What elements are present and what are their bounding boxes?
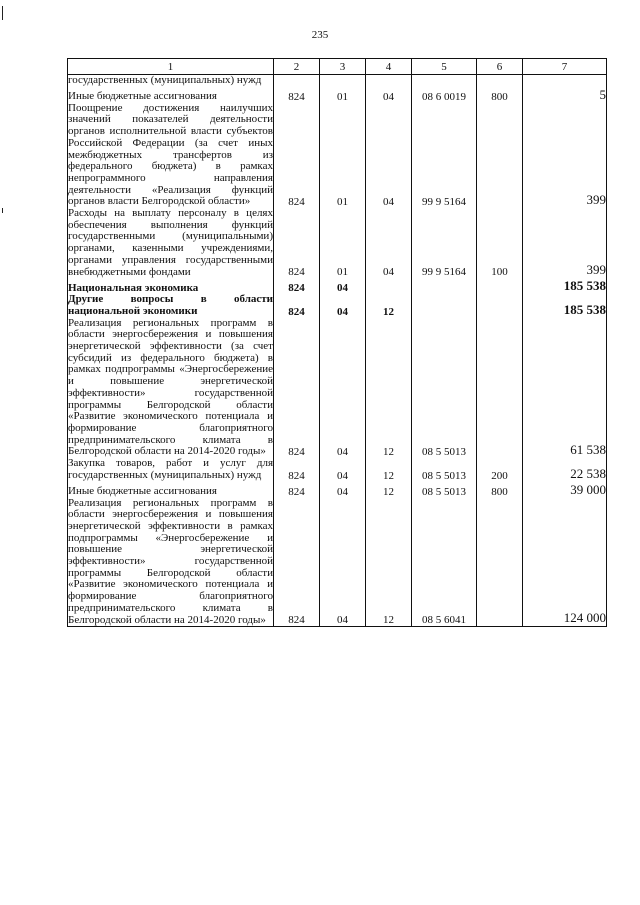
header-row	[68, 59, 607, 75]
cell-subsection-code: 04	[366, 103, 412, 208]
row-description: Расходы на выплату персоналу в целях обеспечения выполнения функций государственными (муниципальными) органами, казенными учреждениями, органами управления государственными внебюджетными фондами	[68, 207, 273, 278]
table-row	[68, 458, 607, 481]
column-header: 1	[68, 59, 274, 75]
page-number: 235	[311, 29, 329, 41]
row-description: Реализация региональных программ в области энергосбережения и повышения энергетической эффективности в рамках подпрограммы «Энергосбережение и повышение энергетической эффективности» государственной программы Белгородской области «Развитие экономического потенциала и формирование благоприятного предпринимательского климата в Белгородской области на 2014-2020 годы»	[68, 496, 273, 626]
table-row	[68, 498, 607, 627]
cell-amount: 39 000	[523, 482, 607, 498]
column-header: 7	[523, 59, 607, 75]
row-description: Иные бюджетные ассигнования	[68, 87, 274, 103]
page-edge-tick	[2, 208, 3, 213]
cell-section-code: 01	[320, 103, 366, 208]
row-description: Иные бюджетные ассигнования	[68, 482, 274, 498]
cell-target-article: 08 6 0019	[412, 87, 477, 103]
cell-section-code: 04	[320, 294, 366, 317]
cell-ministry-code: 824	[274, 294, 320, 317]
cell-expense-type	[477, 75, 523, 87]
row-description: государственных (муниципальных) нужд	[68, 75, 274, 87]
cell-amount: 185 538	[523, 278, 607, 294]
cell-target-article: 08 5 5013	[412, 318, 477, 458]
cell-ministry-code: 824	[274, 458, 320, 481]
cell-section-code: 04	[320, 482, 366, 498]
cell-amount: 61 538	[523, 318, 607, 458]
cell-section-code: 01	[320, 87, 366, 103]
cell-subsection-code: 12	[366, 294, 412, 317]
budget-table	[67, 58, 607, 627]
cell-amount: 5	[523, 87, 607, 103]
cell-section-code	[320, 75, 366, 87]
table-row	[68, 482, 607, 498]
column-header: 2	[274, 59, 320, 75]
cell-target-article	[412, 294, 477, 317]
cell-subsection-code: 04	[366, 208, 412, 278]
cell-expense-type: 100	[477, 208, 523, 278]
cell-amount: 124 000	[523, 498, 607, 627]
cell-target-article	[412, 75, 477, 87]
column-header: 3	[320, 59, 366, 75]
cell-target-article	[412, 278, 477, 294]
cell-subsection-code	[366, 278, 412, 294]
cell-subsection-code: 12	[366, 458, 412, 481]
cell-expense-type: 200	[477, 458, 523, 481]
cell-subsection-code: 12	[366, 318, 412, 458]
cell-target-article: 99 9 5164	[412, 103, 477, 208]
table-row	[68, 294, 607, 317]
cell-section-code: 04	[320, 498, 366, 627]
cell-expense-type	[477, 103, 523, 208]
row-description: Поощрение достижения наилучших значений показателей деятельности органов исполнительной власти субъектов Российской Федерации (за счет иных межбюджетных трансфертов из федерального бюджета) в рамках непрограммного направления деятельности «Реализация функций органов власти Белгородской области»	[68, 101, 273, 208]
cell-expense-type	[477, 318, 523, 458]
column-header: 4	[366, 59, 412, 75]
cell-expense-type	[477, 278, 523, 294]
page-edge-mark	[2, 6, 3, 20]
cell-subsection-code: 04	[366, 87, 412, 103]
cell-target-article: 08 5 5013	[412, 458, 477, 481]
cell-amount: 185 538	[523, 294, 607, 317]
cell-ministry-code: 824	[274, 482, 320, 498]
cell-subsection-code	[366, 75, 412, 87]
cell-target-article: 08 5 5013	[412, 482, 477, 498]
cell-ministry-code: 824	[274, 87, 320, 103]
cell-expense-type	[477, 294, 523, 317]
cell-section-code: 04	[320, 278, 366, 294]
table-row	[68, 75, 607, 87]
cell-amount	[523, 75, 607, 87]
row-description: Национальная экономика	[68, 278, 274, 294]
cell-ministry-code: 824	[274, 278, 320, 294]
cell-expense-type: 800	[477, 87, 523, 103]
cell-section-code: 01	[320, 208, 366, 278]
table-row	[68, 278, 607, 294]
cell-ministry-code: 824	[274, 103, 320, 208]
row-description: Закупка товаров, работ и услуг для государственных (муниципальных) нужд	[68, 457, 273, 481]
cell-ministry-code: 824	[274, 208, 320, 278]
cell-subsection-code: 12	[366, 482, 412, 498]
table-row	[68, 208, 607, 278]
cell-expense-type: 800	[477, 482, 523, 498]
column-header: 6	[477, 59, 523, 75]
cell-amount: 22 538	[523, 458, 607, 481]
table-body	[68, 75, 607, 627]
cell-expense-type	[477, 498, 523, 627]
cell-amount: 399	[523, 103, 607, 208]
row-description: Реализация региональных программ в области энергосбережения и повышения энергетической эффективности (за счет субсидий из федерального бюджета) в рамках подпрограммы «Энергосбережение и повышение энергетической эффективности» государственной программы Белгородской области «Развитие экономического потенциала и формирование благоприятного предпринимательского климата в Белгородской области на 2014-2020 годы»	[68, 316, 273, 458]
cell-amount: 399	[523, 208, 607, 278]
table-row	[68, 318, 607, 458]
table-row	[68, 103, 607, 208]
cell-subsection-code: 12	[366, 498, 412, 627]
cell-ministry-code: 824	[274, 318, 320, 458]
cell-target-article: 08 5 6041	[412, 498, 477, 627]
cell-section-code: 04	[320, 318, 366, 458]
row-description: Другие вопросы в области национальной экономики	[68, 293, 273, 317]
cell-ministry-code: 824	[274, 498, 320, 627]
cell-section-code: 04	[320, 458, 366, 481]
table-row	[68, 87, 607, 103]
column-header: 5	[412, 59, 477, 75]
cell-ministry-code	[274, 75, 320, 87]
cell-target-article: 99 9 5164	[412, 208, 477, 278]
